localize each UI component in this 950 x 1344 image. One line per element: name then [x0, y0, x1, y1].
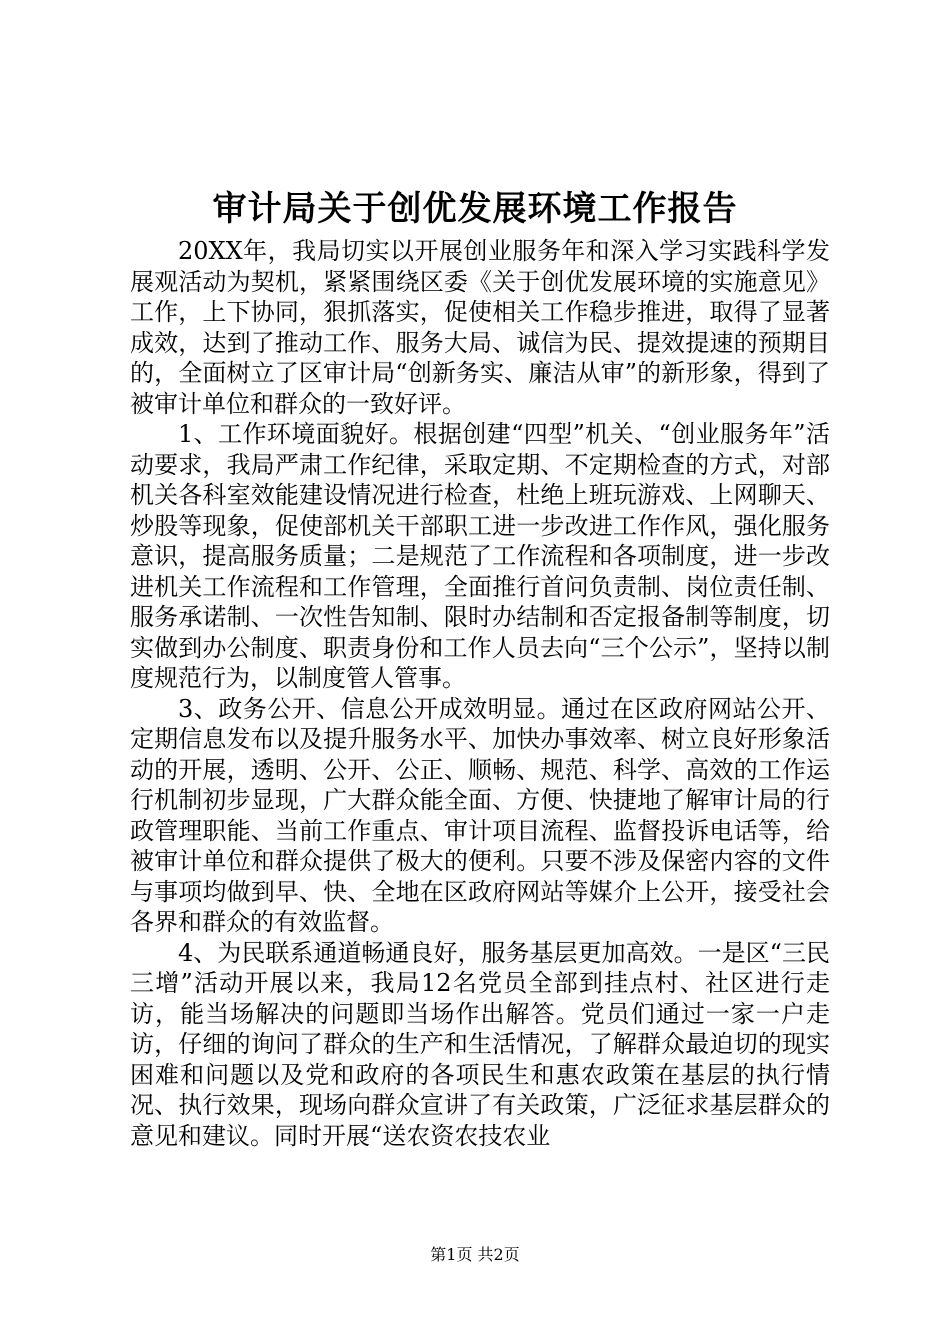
paragraph-intro: 20XX年，我局切实以开展创业服务年和深入学习实践科学发展观活动为契机，紧紧围绕区委《关于创优发展环境的实施意见》工作，上下协同，狠抓落实，促使相关工作稳步推进，取得了显著成效，达到了推动工作、服务大局、诚信为民、提效提速的预期目的，全面树立了区审计局“创新务实、廉洁从审”的新形象，得到了被审计单位和群众的一致好评。	[130, 237, 830, 418]
paragraph-work-environment: 1、工作环境面貌好。根据创建“四型”机关、“创业服务年”活动要求，我局严肃工作纪律，采取定期、不定期检查的方式，对部机关各科室效能建设情况进行检查，杜绝上班玩游戏、上网聊天、炒股等现象，促使部机关干部职工进一步改进工作作风，强化服务意识，提高服务质量；二是规范了工作流程和各项制度，进一步改进机关工作流程和工作管理，全面推行首问负责制、岗位责任制、服务承诺制、一次性告知制、限时办结制和否定报备制等制度，切实做到办公制度、职责身份和工作人员去向“三个公示”，坚持以制度规范行为，以制度管人管事。	[130, 420, 830, 692]
page-footer: 第1页 共2页	[430, 1245, 520, 1264]
paragraph-government-affairs: 3、政务公开、信息公开成效明显。通过在区政府网站公开、定期信息发布以及提升服务水平、加快办事效率、树立良好形象活动的开展，透明、公开、公正、顺畅、规范、科学、高效的工作运行机制初步显现，广大群众能全面、方便、快捷地了解审计局的行政管理职能、当前工作重点、审计项目流程、监督投诉电话等，给被审计单位和群众提供了极大的便利。只要不涉及保密内容的文件与事项均做到早、快、全地在区政府网站等媒介上公开，接受社会各界和群众的有效监督。	[130, 694, 830, 936]
document-title: 审计局关于创优发展环境工作报告	[212, 189, 738, 229]
document-body	[130, 236, 830, 1151]
paragraph-public-service: 4、为民联系通道畅通良好，服务基层更加高效。一是区“三民三增”活动开展以来，我局12名党员全部到挂点村、社区进行走访，能当场解决的问题即当场作出解答。党员们通过一家一户走访，仔细的询问了群众的生产和生活情况，了解群众最迫切的现实困难和问题以及党和政府的各项民生和惠农政策在基层的执行情况、执行效果，现场向群众宣讲了有关政策，广泛征求基层群众的意见和建议。同时开展“送农资农技农业	[130, 938, 830, 1150]
